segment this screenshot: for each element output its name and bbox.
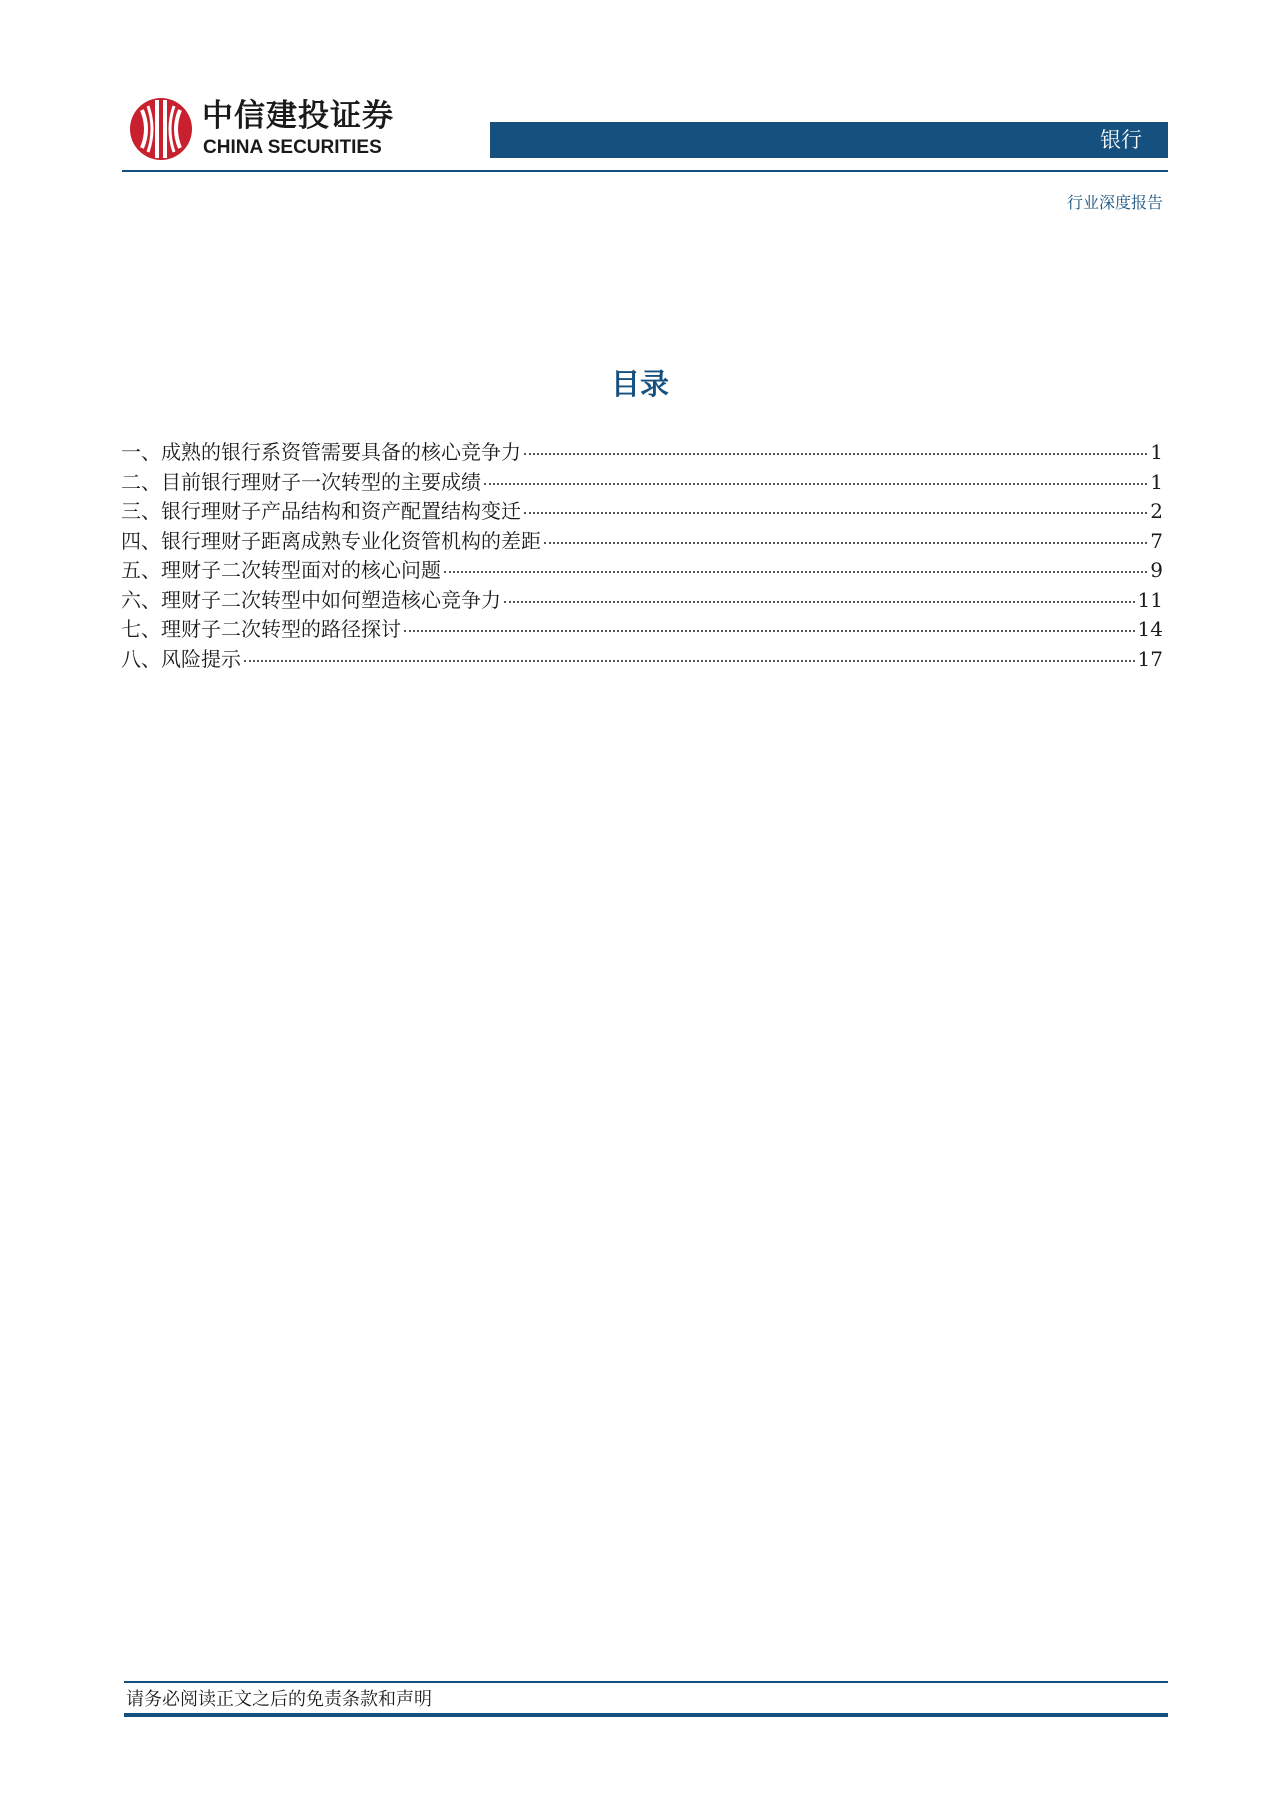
footer-disclaimer: 请务必阅读正文之后的免责条款和声明 bbox=[126, 1689, 432, 1710]
toc-entry[interactable] bbox=[121, 497, 1163, 527]
toc-dot-leader bbox=[404, 630, 1135, 632]
company-logo-icon bbox=[128, 96, 194, 162]
toc-entry-page: 17 bbox=[1137, 646, 1163, 671]
sector-label: 银行 bbox=[1100, 128, 1142, 152]
toc-entry[interactable] bbox=[121, 438, 1163, 468]
toc-dot-leader bbox=[524, 453, 1147, 455]
toc-entry-page: 2 bbox=[1150, 499, 1163, 523]
toc-entry-title: 三、银行理财子产品结构和资产配置结构变迁 bbox=[121, 499, 521, 523]
toc-entry[interactable] bbox=[121, 645, 1163, 675]
toc-entry-page: 14 bbox=[1137, 617, 1163, 641]
toc-dot-leader bbox=[524, 512, 1147, 514]
sector-banner bbox=[490, 122, 1168, 158]
toc-entry-title: 一、成熟的银行系资管需要具备的核心竞争力 bbox=[121, 440, 521, 464]
toc-entry-page: 1 bbox=[1150, 440, 1163, 464]
toc-dot-leader bbox=[484, 483, 1147, 485]
header-divider bbox=[122, 170, 1168, 172]
toc-entry-page: 1 bbox=[1150, 469, 1163, 494]
toc-entry[interactable] bbox=[121, 527, 1163, 557]
toc-entry[interactable] bbox=[121, 556, 1163, 586]
toc-dot-leader bbox=[244, 660, 1135, 662]
toc-entry-page: 9 bbox=[1150, 558, 1163, 582]
toc-entry[interactable] bbox=[121, 615, 1163, 645]
toc-entry-title: 七、理财子二次转型的路径探讨 bbox=[121, 617, 401, 641]
brand-name-chinese: 中信建投证券 bbox=[202, 98, 394, 134]
footer-divider-bottom bbox=[124, 1713, 1168, 1717]
toc-entry-title: 六、理财子二次转型中如何塑造核心竞争力 bbox=[121, 587, 501, 612]
toc-title: 目录 bbox=[610, 367, 669, 401]
footer-divider-top bbox=[124, 1681, 1168, 1683]
toc-entry-page: 7 bbox=[1150, 528, 1163, 553]
toc-dot-leader bbox=[444, 571, 1147, 573]
toc-entry-title: 五、理财子二次转型面对的核心问题 bbox=[121, 558, 441, 582]
brand-name-english: CHINA SECURITIES bbox=[203, 137, 382, 158]
toc-entry[interactable] bbox=[121, 586, 1163, 616]
report-type-label: 行业深度报告 bbox=[1066, 193, 1163, 212]
toc-entry-title: 二、目前银行理财子一次转型的主要成绩 bbox=[121, 469, 481, 494]
toc-entry-title: 八、风险提示 bbox=[121, 646, 241, 671]
toc-entry[interactable] bbox=[121, 468, 1163, 498]
toc-entry-page: 11 bbox=[1137, 587, 1163, 612]
toc-dot-leader bbox=[504, 601, 1135, 603]
toc-entry-title: 四、银行理财子距离成熟专业化资管机构的差距 bbox=[121, 528, 541, 553]
toc-list bbox=[121, 438, 1163, 674]
toc-dot-leader bbox=[544, 542, 1147, 544]
